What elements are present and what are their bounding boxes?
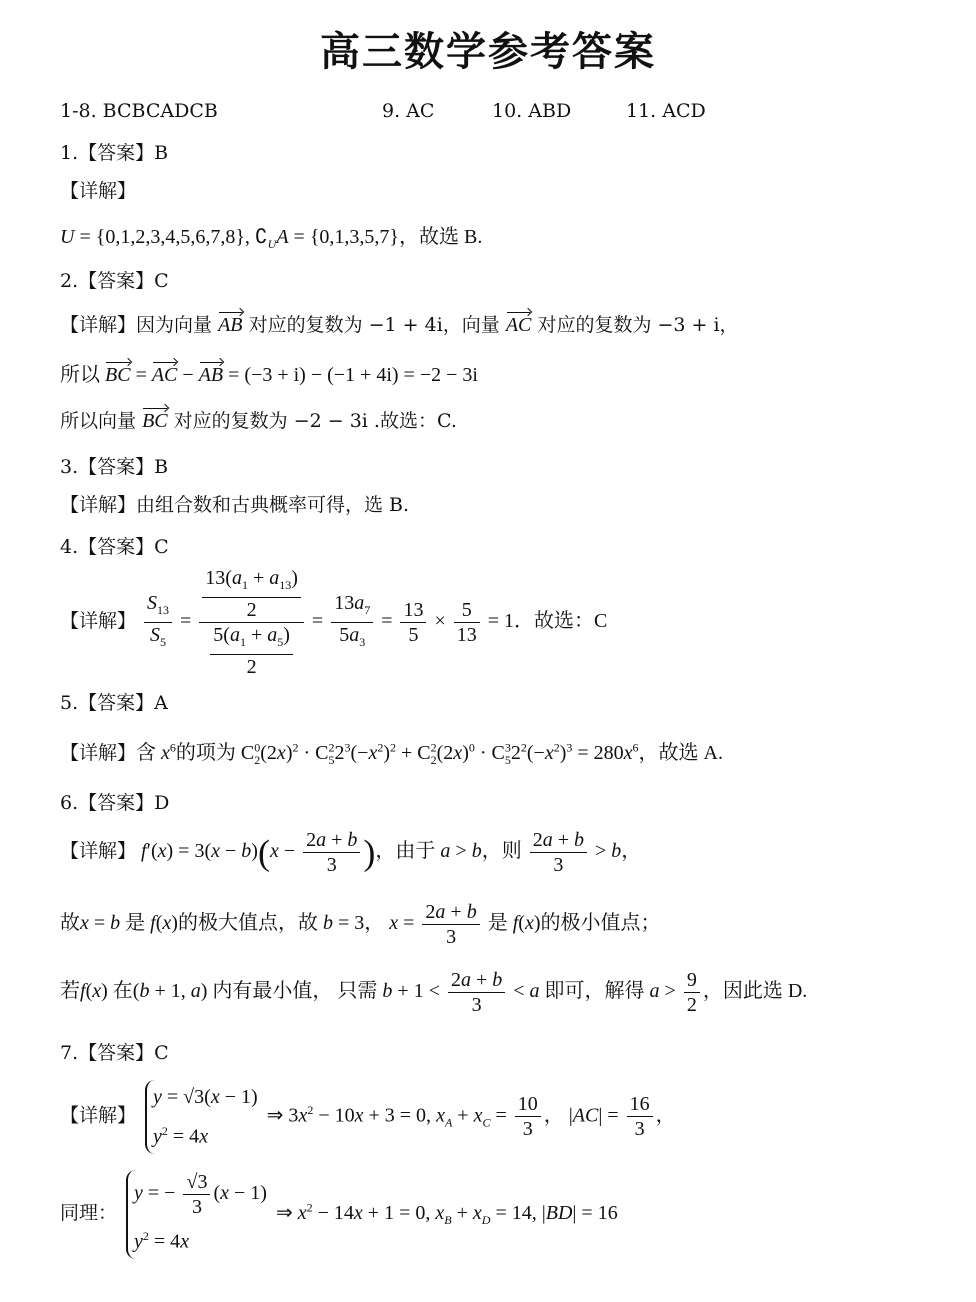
q6-detail-3: 若f(x) 在(b + 1, a) 内有最小值， 只需 b + 1 < $\frac{2a + b}{3}$ < a 即可，解得 a > $\frac{9}{2}$ ，因此选 D. [60, 969, 808, 1016]
q3-answer: 3.【答案】B [60, 456, 169, 478]
q4-detail: 【详解】 $\frac{S_{13}}{S_5}$ = $\frac{\frac{13(a_1 + a_{13})}{2}}{\frac{5(a_1 + a_5)}{2}}$ = $\frac{13a_7}{5a_3}$ = $\frac{13}{5}$ × $\frac{5}{13}$ = 1．故选：C [60, 567, 608, 678]
q5-detail: 【详解】含 $x^6$的项为 $C^0_2(2x)^2 \cdot C^2_52^3(-x^2)^2 + C^2_2(2x)^0 \cdot C^3_52^2(-x^2)^3 = 280x^6$，故选 A. [60, 740, 723, 767]
q1-answer: 1.【答案】B [60, 142, 169, 164]
q3-detail: 【详解】由组合数和古典概率可得，选 B. [60, 494, 410, 516]
answer-key-10: 10. ABD [492, 100, 572, 122]
q2-detail-1: 【详解】因为向量 AB 对应的复数为 −1 + 4i，向量 AC 对应的复数为 −3 + i， [60, 314, 739, 336]
answer-key-row [60, 100, 920, 126]
q2-detail-3: 所以向量 BC 对应的复数为 −2 − 3i .故选：C. [60, 410, 457, 432]
q2-answer: 2.【答案】C [60, 270, 169, 292]
answer-key-9: 9. AC [382, 100, 435, 122]
q2-detail-2: 所以 BC = AC − AB = (−3 + i) − (−1 + 4i) = −2 − 3i [60, 364, 478, 386]
q1-conclusion: ，故选 B. [399, 226, 483, 248]
q6-answer: 6.【答案】D [60, 792, 170, 814]
q6-detail-1: 【详解】 f′(x) = 3(x − b)(x − $\frac{2a + b}{3}$ )，由于 a > b，则 $\frac{2a + b}{3}$ > b， [60, 829, 642, 876]
q7-answer: 7.【答案】C [60, 1042, 169, 1064]
q1-detail: U = {0,1,2,3,4,5,6,7,8}, $∁_UA = \{0,1,3,5,7\}$，故选 B. [60, 226, 483, 251]
q6-detail-2: 故x = b 是 f(x)的极大值点，故 b = 3， x = $\frac{2a + b}{3}$ 是 f(x)的极小值点； [60, 901, 661, 948]
q1-detail-label: 【详解】 [60, 180, 137, 202]
q5-answer: 5.【答案】A [60, 692, 168, 714]
q4-answer: 4.【答案】C [60, 536, 169, 558]
answer-key-1-8: 1-8. BCBCADCB [60, 100, 218, 122]
q7-detail-2: 同理： y = − $\frac{√3}{3}$ (x − 1) $y^2 = 4x$ ⇒ $x^2 - 14x + 1 = 0$, $x_B + x_D = 14$, |BD| = 16 [60, 1170, 618, 1259]
page-title: 高三数学参考答案 [320, 29, 656, 75]
q7-detail-1: 【详解】 y = √3(x − 1) $y^2 = 4x$ ⇒ $3x^2 - 10x + 3 = 0$, $x_A + x_C$ = $\frac{10}{3}$ ， |AC| = $\frac{16}{3}$ ， [60, 1080, 676, 1154]
answer-key-11: 11. ACD [626, 100, 706, 122]
